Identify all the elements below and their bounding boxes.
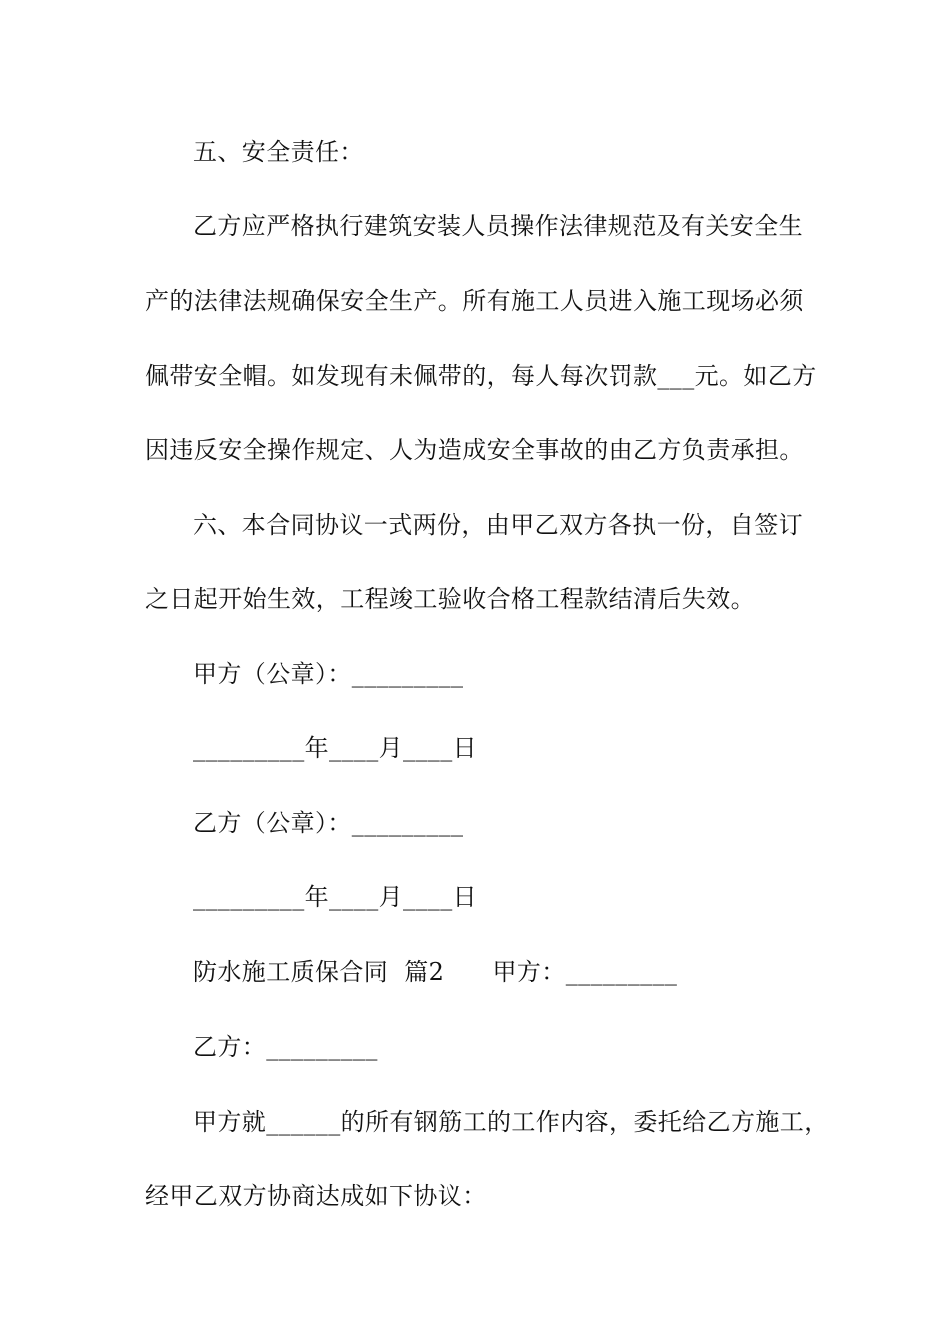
contract-title-line: 防水施工质保合同 篇2 甲方：_________ (193, 958, 678, 986)
paragraph-line: 佩带安全帽。如发现有未佩带的，每人每次罚款___元。如乙方 (145, 362, 817, 390)
paragraph-line: 产的法律法规确保安全生产。所有施工人员进入施工现场必须 (145, 287, 804, 315)
party-a-seal-line: 甲方（公章）：_________ (193, 660, 464, 688)
paragraph-line: 六、本合同协议一式两份，由甲乙双方各执一份，自签订 (193, 511, 803, 539)
party-b-line: 乙方：_________ (193, 1033, 378, 1061)
paragraph-line: 乙方应严格执行建筑安装人员操作法律规范及有关安全生 (193, 212, 803, 240)
party-b-seal-line: 乙方（公章）：_________ (193, 809, 464, 837)
paragraph-line: 之日起开始生效，工程竣工验收合格工程款结清后失效。 (145, 585, 755, 613)
paragraph-line: 因违反安全操作规定、人为造成安全事故的由乙方负责承担。 (145, 436, 804, 464)
paragraph-line: 经甲乙双方协商达成如下协议： (145, 1182, 487, 1210)
party-a-date-line: _________年____月____日 (193, 734, 477, 762)
party-b-date-line: _________年____月____日 (193, 883, 477, 911)
paragraph-line: 甲方就______的所有钢筋工的工作内容，委托给乙方施工， (193, 1108, 829, 1136)
section-heading-safety: 五、安全责任： (193, 138, 364, 166)
